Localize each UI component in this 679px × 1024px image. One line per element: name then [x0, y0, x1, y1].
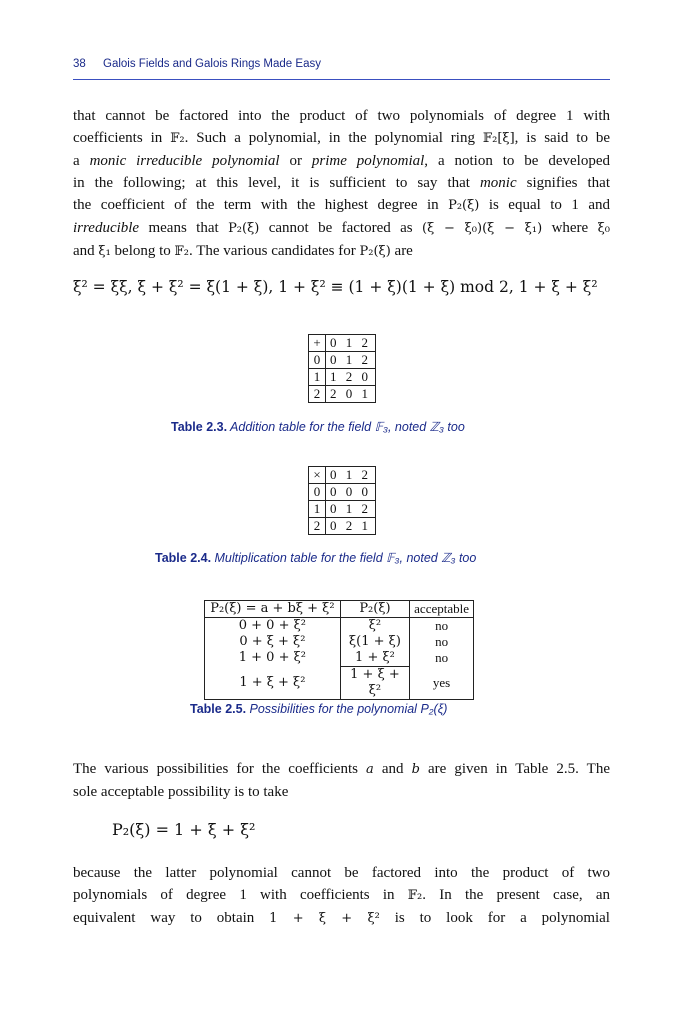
table-cell: no	[410, 634, 474, 650]
table-cell: ξ²	[340, 618, 409, 635]
table-cell: 0 + 0 + ξ²	[205, 618, 341, 635]
table-row	[309, 484, 376, 501]
table-caption: Table 2.4. Multiplication table for the field 𝔽₃, noted ℤ₃ too	[155, 551, 477, 565]
term-irreducible: irreducible	[73, 220, 140, 236]
table-row	[309, 369, 376, 386]
table-row	[205, 650, 474, 667]
table-cell: 0 1 2	[326, 501, 376, 518]
table-cell: 1 2 0	[326, 369, 376, 386]
table-row	[205, 667, 474, 700]
text-line: because the latter polynomial cannot be factored into the product of two	[73, 865, 610, 881]
paragraph-conclusion	[73, 862, 610, 930]
table-cell: 1 + 0 + ξ²	[205, 650, 341, 667]
running-header	[73, 58, 610, 70]
text-line: in the following; at this level, it is sufficient to say that monic signifies that	[73, 175, 610, 191]
table-cell: 0 + ξ + ξ²	[205, 634, 341, 650]
table-row	[309, 501, 376, 518]
table-row	[309, 386, 376, 403]
table-cell: 0 2 1	[326, 518, 376, 535]
text-line: and ξ₁ belong to 𝔽₂. The various candidates for P₂(ξ) are	[73, 243, 413, 259]
text-line: The various possibilities for the coefficients a and b are given in Table 2.5. The	[73, 761, 610, 777]
table-cell: 2 0 1	[326, 386, 376, 403]
page-number: 38	[73, 58, 86, 70]
table-cell: 2	[309, 518, 326, 535]
table-row	[309, 335, 376, 352]
term-prime-polynomial: prime polynomial	[311, 153, 425, 169]
table-cell: 0 1 2	[326, 335, 376, 352]
multiplication-table	[308, 466, 376, 535]
table-cell: no	[410, 650, 474, 667]
table-caption: Table 2.5. Possibilities for the polynomial P₂(ξ)	[190, 702, 448, 716]
table-cell: 1 + ξ + ξ²	[205, 667, 341, 700]
table-row	[309, 352, 376, 369]
header-rule	[73, 79, 610, 80]
table-cell: 1 + ξ²	[340, 650, 409, 667]
table-cell: ×	[309, 467, 326, 484]
table-header-cell: acceptable	[410, 601, 474, 618]
table-cell: 0 1 2	[326, 467, 376, 484]
candidates-equation: ξ² = ξξ, ξ + ξ² = ξ(1 + ξ), 1 + ξ² ≡ (1 + ξ)(1 + ξ) mod 2, 1 + ξ + ξ²	[73, 278, 598, 296]
table-cell: 0	[309, 484, 326, 501]
polynomial-possibilities-table	[204, 600, 474, 700]
text-line: sole acceptable possibility is to take	[73, 784, 289, 800]
table-header-cell: P₂(ξ)	[340, 601, 409, 618]
table-row	[309, 467, 376, 484]
paragraph-intro	[73, 105, 610, 263]
table-cell: 1 + ξ + ξ²	[340, 667, 409, 700]
term-monic-irreducible: monic irreducible polynomial	[89, 153, 280, 169]
table-header-row	[205, 601, 474, 618]
table-cell: yes	[410, 667, 474, 700]
table-row	[205, 618, 474, 635]
result-equation: P₂(ξ) = 1 + ξ + ξ²	[112, 820, 256, 839]
text-line: that cannot be factored into the product of two polynomials of degree 1 with	[73, 108, 610, 124]
text-line: irreducible means that P₂(ξ) cannot be factored as (ξ − ξ₀)(ξ − ξ₁) where ξ₀	[73, 220, 610, 236]
text-line: equivalent way to obtain 1 + ξ + ξ² is to look for a polynomial	[73, 910, 610, 926]
table-caption: Table 2.3. Addition table for the field 𝔽₃, noted ℤ₃ too	[171, 420, 465, 434]
paragraph-possibilities	[73, 758, 610, 803]
table-cell: no	[410, 618, 474, 635]
table-header-cell: P₂(ξ) = a + bξ + ξ²	[205, 601, 341, 618]
addition-table	[308, 334, 376, 403]
text-line: coefficients in 𝔽₂. Such a polynomial, in the polynomial ring 𝔽₂[ξ], is said to be	[73, 130, 611, 146]
text-line: the coefficient of the term with the highest degree in P₂(ξ) is equal to 1 and	[73, 197, 610, 213]
table-cell: +	[309, 335, 326, 352]
table-cell: 0 0 0	[326, 484, 376, 501]
table-cell: 1	[309, 501, 326, 518]
table-row	[205, 634, 474, 650]
text-line: a monic irreducible polynomial or prime polynomial, a notion to be developed	[73, 153, 610, 169]
table-cell: 0	[309, 352, 326, 369]
table-row	[309, 518, 376, 535]
term-monic: monic	[479, 175, 517, 191]
table-cell: 2	[309, 386, 326, 403]
running-title: Galois Fields and Galois Rings Made Easy	[103, 58, 321, 70]
text-line: polynomials of degree 1 with coefficients in 𝔽₂. In the present case, an	[73, 887, 610, 903]
table-cell: ξ(1 + ξ)	[340, 634, 409, 650]
table-cell: 1	[309, 369, 326, 386]
table-cell: 0 1 2	[326, 352, 376, 369]
